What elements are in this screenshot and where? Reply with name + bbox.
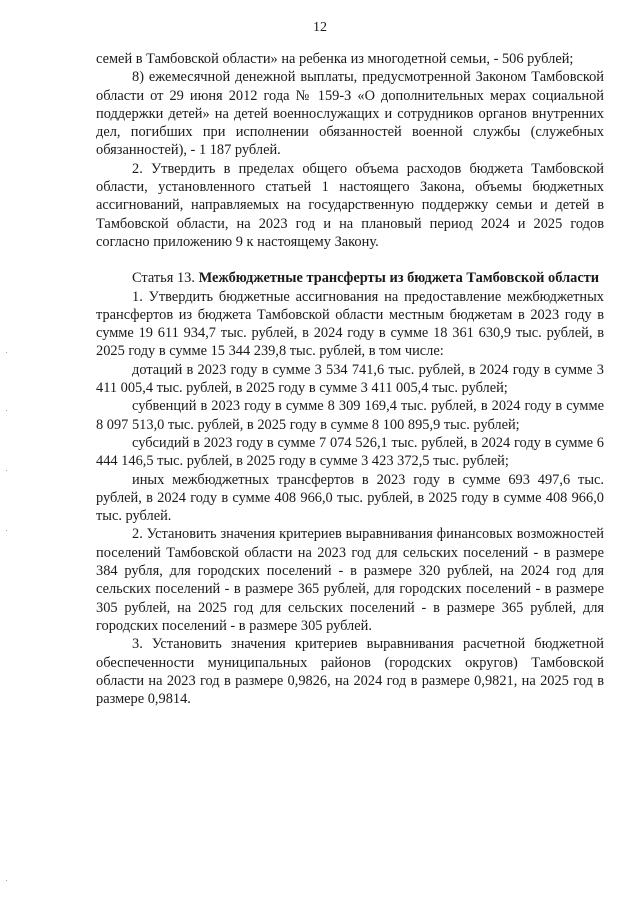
paragraph-other-transfers: иных межбюджетных трансфертов в 2023 году в сумме 693 497,6 тыс. рублей, в 2024 году в сумме 408 966,0 тыс. рублей, в 2025 году в сумме 408 966,0 тыс. рублей. (96, 471, 604, 525)
paragraph-subsidies-dotations: дотаций в 2023 году в сумме 3 534 741,6 тыс. рублей, в 2024 году в сумме 3 411 005,4 тыс. рублей, в 2025 году в сумме 3 411 005,4 тыс. рублей; (96, 361, 604, 397)
paragraph-spacer (96, 251, 604, 269)
scan-artifact (6, 530, 7, 531)
page-number: 12 (313, 20, 327, 35)
scan-artifact (6, 410, 7, 411)
paragraph-item-8: 8) ежемесячной денежной выплаты, предусмотренной Законом Тамбовской области от 29 июня 2012 года № 159-З «О дополнительных мерах социальной поддержки детей» на детей военнослужащих и сотрудников органов внутренних дел, погибших при исполнении обязанностей военной службы (служебных обязанностей), - 1 187 рублей. (96, 69, 604, 159)
paragraph-subventions: субвенций в 2023 году в сумме 8 309 169,4 тыс. рублей, в 2024 году в сумме 8 097 513,0 тыс. рублей, в 2025 году в сумме 8 100 895,9 тыс. рублей; (96, 398, 604, 433)
article-heading (96, 269, 604, 287)
scan-artifact (6, 352, 7, 353)
document-body (96, 50, 604, 708)
paragraph-point-2: 2. Утвердить в пределах общего объема расходов бюджета Тамбовской области, установленного статьей 1 настоящего Закона, объемы бюджетных ассигнований, направляемых на государственную поддержку семьи и детей в Тамбовской области, на 2023 год и на плановый период 2024 и 2025 годов согласно приложению 9 к настоящему Закону. (96, 160, 604, 250)
paragraph-article-13-point-3: 3. Установить значения критериев выравнивания расчетной бюджетной обеспеченности муниципальных районов (городских округов) Тамбовской области на 2023 год в размере 0,9826, на 2024 год в размере 0,9821, на 2025 год в размере 0,9814. (96, 636, 604, 708)
article-label: Статья 13. (132, 270, 195, 287)
paragraph-subsidies: субсидий в 2023 году в сумме 7 074 526,1 тыс. рублей, в 2024 году в сумме 6 444 146,5 тыс. рублей, в 2025 году в сумме 3 423 372,5 тыс. рублей; (96, 434, 604, 470)
paragraph-continuation: семей в Тамбовской области» на ребенка из многодетной семьи, - 506 рублей; (96, 51, 574, 67)
scan-artifact (6, 470, 7, 471)
paragraph-article-13-point-1: 1. Утвердить бюджетные ассигнования на предоставление межбюджетных трансфертов из бюджета Тамбовской области местным бюджетам в 2023 году в сумме 19 611 934,7 тыс. рублей, в 2024 году в сумме 18 361 630,9 тыс. рублей, в 2025 году в сумме 15 344 239,8 тыс. рублей, в том числе: (96, 288, 604, 360)
article-title: Межбюджетные трансферты из бюджета Тамбовской области (198, 270, 600, 287)
scan-artifact (6, 880, 7, 881)
paragraph-article-13-point-2: 2. Установить значения критериев выравнивания финансовых возможностей поселений Тамбовской области на 2023 год для сельских поселений - в размере 384 рубля, для городских поселений - в размере 320 рублей, на 2024 год для сельских поселений - в размере 365 рублей, для городских поселений - в размере 305 рублей, на 2025 год для сельских поселений - в размере 365 рублей, для городских поселений - в размере 305 рублей. (96, 526, 604, 634)
